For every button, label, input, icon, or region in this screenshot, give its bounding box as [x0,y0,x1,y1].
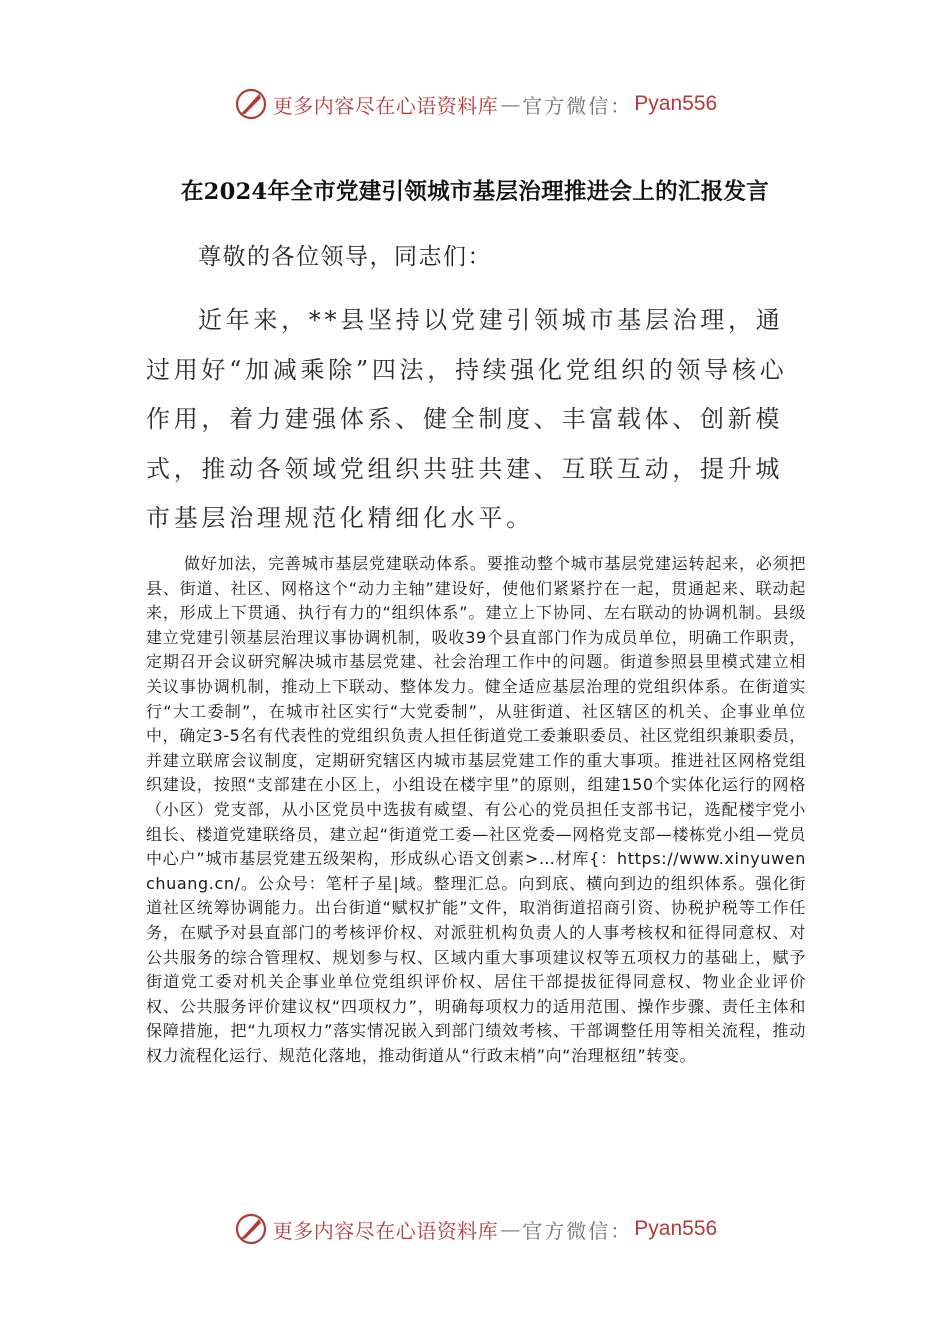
watermark-separator: — [500,1217,521,1241]
watermark-wechat-id: Pyan556 [634,92,718,115]
watermark-text: 更多内容尽在心语资料库 [272,1218,499,1243]
watermark-wechat-id: Pyan556 [634,1217,718,1240]
watermark-wechat-label: 官方微信： [522,1218,633,1243]
quill-circle-icon [233,1211,269,1247]
watermark-wechat-label: 官方微信： [522,93,633,118]
body-paragraph: 做好加法，完善城市基层党建联动体系。要推动整个城市基层党建运转起来，必须把县、街道、社区、网格这个“动力主轴”建设好，使他们紧紧拧在一起，贯通起来、联动起来，形成上下贯通、执行有力的“组织体系”。建立上下协同、左右联动的协调机制。县级建立党建引领基层治理议事协调机制，吸收39个县直部门作为成员单位，明确工作职责，定期召开会议研究解决城市基层党建、社会治理工作中的问题。街道参照县里模式建立相关议事协调机制，推动上下联动、整体发力。健全适应基层治理的党组织体系。在街道实行“大工委制”，在城市社区实行“大党委制”，从驻街道、社区辖区的机关、企事业单位中，确定3-5名有代表性的党组织负责人担任街道党工委兼职委员、社区党组织兼职委员，并建立联席会议制度，定期研究辖区内城市基层党建工作的重大事项。推进社区网格党组织建设，按照“支部建在小区上，小组设在楼宇里”的原则，组建150个实体化运行的网格（小区）党支部，从小区党员中选拔有威望、有公心的党员担任支部书记，选配楼宇党小组长、楼道党建联络员，建立起“街道党工委—社区党委—网格党支部—楼栋党小组—党员中心户”城市基层党建五级架构，形成纵心语文创素>…材库{：https://www.xinyuwenchuang.cn/。公众号：笔杆子星|域。整理汇总。向到底、横向到边的组织体系。强化街道社区统筹协调能力。出台街道“赋权扩能”文件，取消街道招商引资、协税护税等工作任务，在赋予对县直部门的考核评价权、对派驻机构负责人的人事考核权和征得同意权、对公共服务的综合管理权、规划参与权、区域内重大事项建议权等五项权力的基础上，赋予街道党工委对机关企事业单位党组织评价权、居住干部提拔征得同意权、物业企业评价权、公共服务评价建议权“四项权力”，明确每项权力的适用范围、操作步骤、责任主体和保障措施，把“九项权力”落实情况嵌入到部门绩效考核、干部调整任用等相关流程，推动权力流程化运行、规范化落地，推动街道从“行政末梢”向“治理枢纽”转变。 [146,554,806,1065]
watermark-banner-bottom [0,1207,950,1251]
salutation: 尊敬的各位领导，同志们： [198,244,492,270]
watermark-separator: — [500,92,521,116]
watermark-banner-top [0,82,950,126]
watermark-text: 更多内容尽在心语资料库 [272,93,499,118]
quill-circle-icon [233,86,269,122]
document-title: 在2024年全市党建引领城市基层治理推进会上的汇报发言 [180,179,770,205]
intro-paragraph: 近年来，**县坚持以党建引领城市基层治理，通过用好“加减乘除”四法，持续强化党组织的领导核心作用，着力建强体系、健全制度、丰富载体、创新模式，推动各领域党组织共驻共建、互联互动，提升城市基层治理规范化精细化水平。 [146,306,788,532]
